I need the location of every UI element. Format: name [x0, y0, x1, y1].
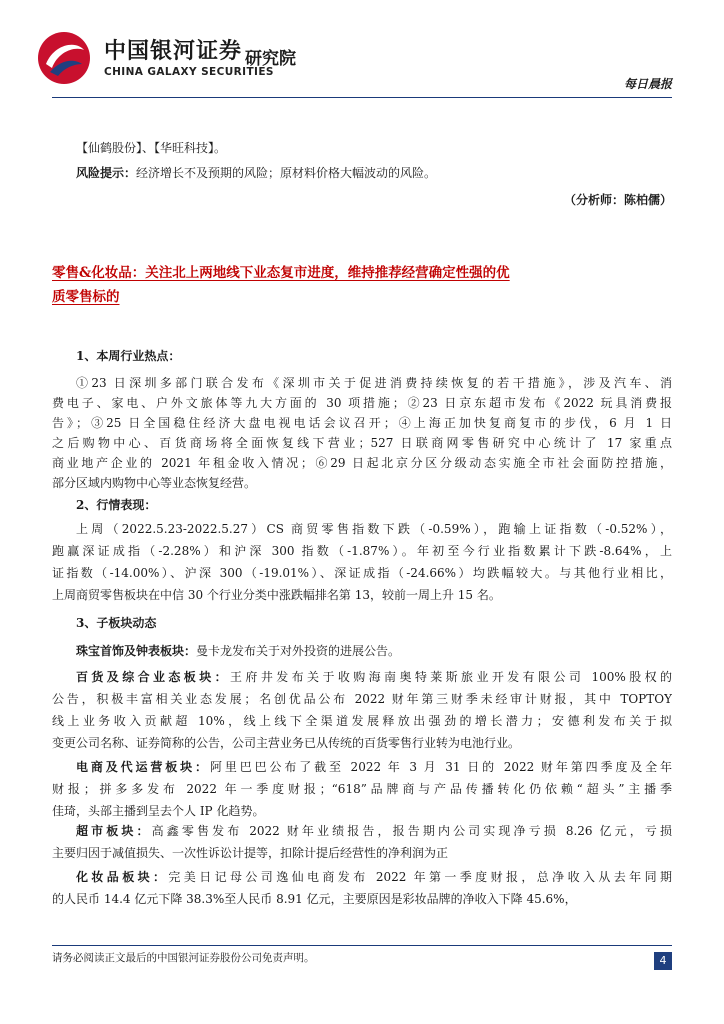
- hotspots-line: 费电子、家电、户外文旅体等九大方面的 30 项措施；②23 日京东超市发布《2022 玩具消费报: [52, 396, 672, 410]
- department-store-label: 百货及综合业态板块：: [76, 670, 231, 684]
- supermarket-label: 超市板块：: [76, 824, 152, 838]
- cosmetics-line: 的人民币 14.4 亿元下降 38.3%至人民币 8.91 亿元，主要原因是彩妆品牌的净收入下降 45.6%，: [52, 892, 577, 906]
- brand-name-en: CHINA GALAXY SECURITIES: [104, 66, 274, 78]
- department-store-line: [52, 666, 672, 689]
- cosmetics-text: 完美日记母公司逸仙电商发布 2022 年第一季度财报，总净收入从去年同期: [168, 870, 672, 884]
- disclaimer-note: 请务必阅读正文最后的中国银河证券股份公司免责声明。: [52, 952, 315, 964]
- cosmetics-line: [52, 866, 672, 889]
- hotspots-line: ①23 日深圳多部门联合发布《深圳市关于促进消费持续恢复的若干措施》，涉及汽车、消: [76, 376, 672, 390]
- department-store-line: 线上业务收入贡献超 10%，线上线下全渠道发展释放出强劲的增长潜力；安德利发布关于拟: [52, 714, 672, 728]
- ecommerce-label: 电商及代运营板块：: [76, 760, 210, 774]
- heading-industry-hotspots: 1、本周行业热点：: [76, 349, 181, 363]
- supermarket-text: 高鑫零售发布 2022 财年业绩报告，报告期内公司实现净亏损 8.26 亿元，亏损: [151, 824, 672, 838]
- section-title-line2: 质零售标的: [52, 289, 120, 305]
- header-divider: [52, 97, 672, 98]
- jewelry-text: 曼卡龙发布关于对外投资的进展公告。: [196, 644, 401, 658]
- ecommerce-text: 阿里巴巴公布了截至 2022 年 3 月 31 日的 2022 财年第四季度及全年: [209, 760, 672, 774]
- cosmetics-label: 化妆品板块：: [76, 870, 169, 884]
- supermarket-line: 主要归因于减值损失、一次性诉讼计提等，扣除计提后经营性的净利润为正: [52, 846, 449, 860]
- department-store-line: 公告，积极丰富相关业态发展；名创优品公布 2022 财年第三财季未经审计财报，其中 TOPTOY: [52, 692, 672, 706]
- ecommerce-line: 财报；拼多多发布 2022 年一季度财报；“618”品牌商与产品传播转化仍依赖“超头”主播季: [52, 782, 672, 796]
- performance-line: 证指数（-14.00%）、沪深 300（-19.01%）、深证成指（-24.66%）均跌幅较大。与其他行业相比，: [52, 566, 672, 580]
- analyst-credit: （分析师：陈柏儒）: [563, 193, 672, 207]
- jewelry-label: 珠宝首饰及钟表板块：: [76, 644, 197, 658]
- department-store-text: 王府井发布关于收购海南奥特莱斯旅业开发有限公司 100%股权的: [230, 670, 672, 684]
- brand-name-cn: 中国银河证券: [104, 39, 243, 64]
- hotspots-line: 告》；③25 日全国稳住经济大盘电视电话会议召开；④上海正加快复商复市的步伐，6 月 1 日: [52, 416, 672, 430]
- department-store-line: 变更公司名称、证券简称的公告，公司主营业务已从传统的百货零售行业转为电池行业。: [52, 736, 521, 750]
- stock-picks-line: 【仙鹤股份】、【华旺科技】。: [76, 141, 227, 155]
- jewelry-paragraph: [52, 640, 672, 663]
- risk-note: [52, 162, 672, 185]
- footer-divider: [52, 945, 672, 946]
- section-title-line1: 零售&化妆品：关注北上两地线下业态复市进度，维持推荐经营确定性强的优: [52, 265, 510, 281]
- brand-suffix: 研究院: [245, 49, 296, 69]
- page-number: 4: [654, 952, 672, 970]
- ecommerce-line: 佳琦，头部主播到呈去个人 IP 化趋势。: [52, 804, 265, 818]
- hotspots-line: 之后购物中心、百货商场将全面恢复线下营业；527 日联商网零售研究中心统计了 17 家重点: [52, 436, 672, 450]
- report-type-label: 每日晨报: [623, 77, 672, 91]
- performance-line: 上周商贸零售板块在中信 30 个行业分类中涨跌幅排名第 13，较前一周上升 15 名。: [52, 588, 501, 602]
- performance-line: 跑赢深证成指（-2.28%）和沪深 300 指数（-1.87%）。年初至今行业指数累计下跌-8.64%，上: [52, 544, 672, 558]
- ecommerce-line: [52, 756, 672, 779]
- supermarket-line: [52, 820, 672, 843]
- heading-market-performance: 2、行情表现：: [76, 498, 157, 512]
- hotspots-line: 部分区域内购物中心等业态恢复经营。: [52, 476, 257, 490]
- performance-line: 上周（2022.5.23-2022.5.27）CS 商贸零售指数下跌（-0.59%），跑输上证指数（-0.52%），: [76, 522, 672, 536]
- risk-text: 经济增长不及预期的风险；原材料价格大幅波动的风险。: [136, 166, 437, 180]
- hotspots-line: 商业地产企业的 2021 年租金收入情况；⑥29 日起北京分区分级动态实施全市社会面防控措施，: [52, 456, 672, 470]
- galaxy-logo-icon: [36, 30, 92, 86]
- heading-subsector-news: 3、子板块动态: [76, 616, 157, 630]
- risk-label: 风险提示：: [76, 166, 137, 180]
